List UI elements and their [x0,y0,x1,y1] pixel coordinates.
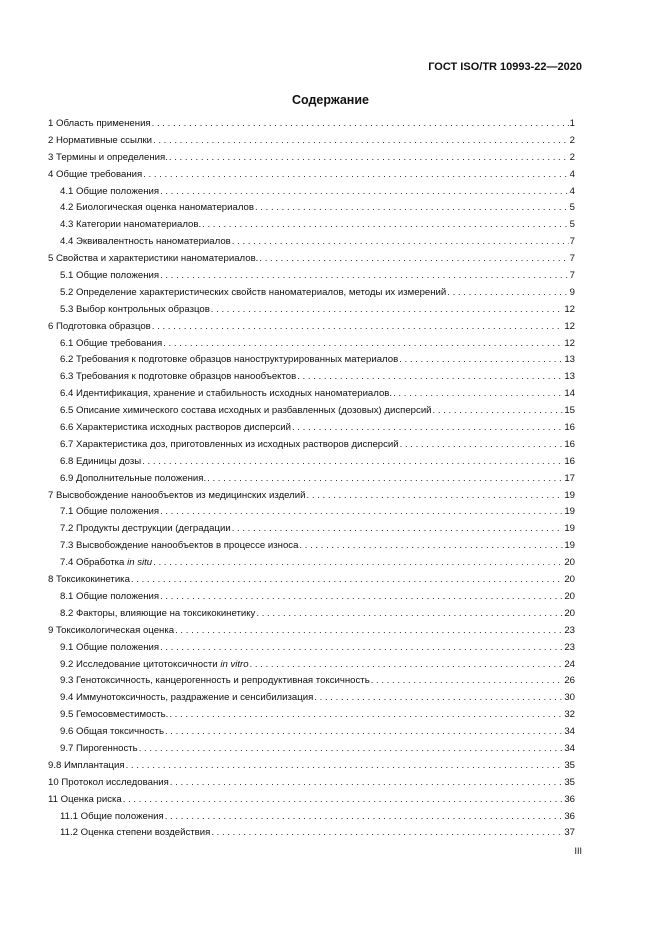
toc-entry-title: 7 Высвобождение нанообъектов из медицинских изделий [48,489,306,501]
toc-entry[interactable] [48,591,575,608]
toc-entry-page: 20 [564,557,575,569]
toc-entry-title: 9.8 Имплантация [48,759,125,771]
toc-entry[interactable] [48,540,575,557]
toc-leader-dots [169,709,563,720]
toc-leader-dots [232,236,569,247]
toc-entry[interactable] [48,371,575,388]
toc-entry[interactable] [48,709,575,726]
toc-leader-dots [400,439,564,450]
toc-entry-italic: in situ [127,557,153,569]
toc-entry-page: 4 [569,168,575,180]
toc-leader-dots [211,304,564,315]
toc-entry[interactable] [48,236,575,253]
toc-entry-title: 11 Оценка риска [48,793,122,805]
toc-entry-page: 12 [564,337,575,349]
toc-entry-title: 7.4 Обработка in situ [60,557,153,569]
toc-leader-dots [399,354,563,365]
toc-leader-dots [232,523,564,534]
standard-code: ГОСТ ISO/TR 10993-22—2020 [428,61,582,73]
toc-entry-page: 35 [564,759,575,771]
toc-entry[interactable] [48,506,575,523]
toc-entry-title: 9.1 Общие положения [60,641,160,653]
toc-entry-title: 11.1 Общие положения [60,810,164,822]
toc-entry[interactable] [48,219,575,236]
toc-entry-title: 10 Протокол исследования [48,776,169,788]
toc-entry[interactable] [48,456,575,473]
toc-entry-title: 8.2 Факторы, влияющие на токсикокинетику [60,607,256,619]
toc-entry-page: 26 [564,675,575,687]
toc-entry-page: 20 [564,574,575,586]
toc-leader-dots [143,169,568,180]
toc-entry[interactable] [48,827,575,844]
toc-entry-page: 19 [564,540,575,552]
toc-entry[interactable] [48,490,575,507]
toc-entry[interactable] [48,152,575,169]
toc-entry-title: 6.6 Характеристика исходных растворов дисперсий [60,422,291,434]
toc-leader-dots [160,506,563,517]
toc-entry-title: 6.9 Дополнительные положения. [60,472,207,484]
toc-entry[interactable] [48,811,575,828]
toc-entry-page: 16 [564,422,575,434]
toc-entry-title: 5.1 Общие положения [60,270,160,282]
toc-leader-dots [433,405,564,416]
toc-entry[interactable] [48,253,575,270]
toc-entry[interactable] [48,405,575,422]
toc-entry-title: 4.4 Эквивалентность наноматериалов [60,236,231,248]
toc-entry-page: 9 [569,286,575,298]
toc-entry-title: 9 Токсикологическая оценка [48,624,175,636]
toc-leader-dots [126,760,564,771]
page-number: III [574,846,582,856]
toc-leader-dots [314,692,563,703]
toc-entry-title: 6.5 Описание химического состава исходных и разбавленных (дозовых) дисперсий [60,405,432,417]
toc-entry-page: 7 [569,236,575,248]
toc-entry-page: 20 [564,607,575,619]
toc-entry-page: 13 [564,371,575,383]
toc-entry-title: 8 Токсикокинетика [48,574,130,586]
toc-entry[interactable] [48,523,575,540]
toc-entry[interactable] [48,135,575,152]
toc-entry-title: 9.3 Генотоксичность, канцерогенность и репродуктивная токсичность [60,675,370,687]
toc-leader-dots [160,642,563,653]
toc-entry-page: 36 [564,793,575,805]
toc-entry-title: 6.4 Идентификация, хранение и стабильность исходных наноматериалов. [60,388,393,400]
toc-entry-title: 7.2 Продукты деструкции (деградации [60,523,231,535]
toc-entry[interactable] [48,659,575,676]
toc-leader-dots [297,371,563,382]
toc-entry-page: 2 [569,151,575,163]
toc-leader-dots [163,338,563,349]
toc-entry-title: 3 Термины и определения. [48,151,168,163]
toc-entry-page: 32 [564,709,575,721]
toc-leader-dots [165,726,563,737]
toc-leader-dots [139,743,564,754]
toc-entry[interactable] [48,439,575,456]
toc-leader-dots [371,675,564,686]
toc-leader-dots [160,270,569,281]
toc-entry-title: 7.3 Высвобождение нанообъектов в процессе износа [60,540,299,552]
toc-leader-dots [153,135,569,146]
toc-leader-dots [292,422,563,433]
toc-entry[interactable] [48,557,575,574]
toc-entry-title: 1 Область применения [48,118,151,129]
toc-entry[interactable] [48,625,575,642]
toc-entry-italic: in vitro [220,658,249,670]
toc-entry[interactable] [48,304,575,321]
toc-entry-title: 4.1 Общие положения [60,185,160,197]
toc-entry-page: 35 [564,776,575,788]
toc-entry-title: 7.1 Общие положения [60,506,160,518]
toc-entry-page: 16 [564,455,575,467]
toc-entry-page: 30 [564,692,575,704]
toc-entry[interactable] [48,186,575,203]
toc-entry-page: 12 [564,320,575,332]
toc-entry-page: 37 [564,827,575,839]
toc-entry[interactable] [48,473,575,490]
toc-entry-page: 23 [564,641,575,653]
toc-entry-title: 5 Свойства и характеристики наноматериалов. [48,253,259,265]
toc-entry-title: 6.2 Требования к подготовке образцов наноструктурированных материалов [60,354,399,366]
toc-entry-title: 6.1 Общие требования [60,337,163,349]
toc-leader-dots [165,811,564,822]
toc-entry-title: 11.2 Оценка степени воздействия [60,827,211,839]
toc-entry-title: 4.3 Категории наноматериалов. [60,219,202,231]
toc-entry-title: 9.5 Гемосовместимость. [60,709,169,721]
toc-entry-page: 14 [564,388,575,400]
toc-entry[interactable] [48,287,575,304]
toc-entry-title: 9.2 Исследование цитотоксичности in vitro [60,658,249,670]
toc-entry-page: 20 [564,590,575,602]
toc-leader-dots [153,557,563,568]
toc-entry-title: 6.8 Единицы дозы [60,455,142,467]
toc-entry[interactable] [48,675,575,692]
toc-leader-dots [299,540,563,551]
toc-entry[interactable] [48,270,575,287]
toc-entry-title: 6.3 Требования к подготовке образцов нанообъектов [60,371,297,383]
toc-leader-dots [202,219,569,230]
toc-entry-page: 5 [569,202,575,214]
toc-entry-page: 34 [564,726,575,738]
toc-entry[interactable] [48,760,575,777]
toc-entry-page: 19 [564,523,575,535]
toc-entry-page: 4 [569,185,575,197]
toc-leader-dots [160,186,569,197]
toc-entry-page: 13 [564,354,575,366]
toc-entry-page: 23 [564,624,575,636]
toc-entry[interactable] [48,118,575,135]
toc-entry[interactable] [48,169,575,186]
toc-entry[interactable] [48,794,575,811]
toc-entry[interactable] [48,743,575,760]
toc-entry-page: 2 [569,134,575,146]
toc-entry[interactable] [48,642,575,659]
toc-entry-title: 9.4 Иммунотоксичность, раздражение и сенсибилизация [60,692,314,704]
toc-entry-title: 8.1 Общие положения [60,590,160,602]
toc-leader-dots [169,152,569,163]
toc-entry-title: 6 Подготовка образцов [48,320,151,332]
toc-entry-page: 5 [569,219,575,231]
toc-entry-page: 16 [564,438,575,450]
toc-entry-title: 5.2 Определение характеристических свойств наноматериалов, методы их измерений [60,286,447,298]
toc-entry[interactable] [48,321,575,338]
toc-leader-dots [211,827,563,838]
toc-entry-title: 6.7 Характеристика доз, приготовленных из исходных растворов дисперсий [60,438,399,450]
toc-entry-page: 1 [569,118,575,129]
toc-entry-title: 4 Общие требования [48,168,143,180]
toc-entry-title: 5.3 Выбор контрольных образцов [60,303,210,315]
toc-entry-page: 7 [569,270,575,282]
toc-leader-dots [255,202,569,213]
toc-entry-page: 19 [564,506,575,518]
toc-entry[interactable] [48,202,575,219]
toc-leader-dots [131,574,563,585]
toc-leader-dots [152,118,569,129]
toc-leader-dots [170,777,564,788]
toc-leader-dots [393,388,563,399]
toc-leader-dots [307,490,564,501]
toc-entry-title: 9.7 Пирогенность [60,742,138,754]
toc-leader-dots [160,591,563,602]
toc-entry[interactable] [48,354,575,371]
toc-leader-dots [152,321,564,332]
toc-leader-dots [250,659,564,670]
page-title: Содержание [291,93,369,107]
toc-leader-dots [175,625,563,636]
toc-entry-page: 15 [564,405,575,417]
toc-entry[interactable] [48,338,575,355]
toc-entry-title: 9.6 Общая токсичность [60,726,164,738]
toc-entry[interactable] [48,574,575,591]
toc-entry[interactable] [48,422,575,439]
toc-entry-page: 17 [564,472,575,484]
toc-leader-dots [207,473,563,484]
table-of-contents [48,118,575,844]
toc-leader-dots [447,287,568,298]
toc-leader-dots [123,794,564,805]
toc-leader-dots [259,253,568,264]
toc-entry-page: 24 [564,658,575,670]
toc-entry-title: 2 Нормативные ссылки [48,134,153,146]
toc-entry-page: 7 [569,253,575,265]
toc-entry-title: 4.2 Биологическая оценка наноматериалов [60,202,254,214]
toc-entry[interactable] [48,692,575,709]
toc-entry-page: 36 [564,810,575,822]
toc-leader-dots [256,608,563,619]
toc-entry-page: 34 [564,742,575,754]
toc-entry-page: 12 [564,303,575,315]
toc-entry[interactable] [48,388,575,405]
toc-entry[interactable] [48,608,575,625]
toc-entry[interactable] [48,777,575,794]
toc-entry[interactable] [48,726,575,743]
toc-leader-dots [142,456,563,467]
toc-entry-page: 19 [564,489,575,501]
